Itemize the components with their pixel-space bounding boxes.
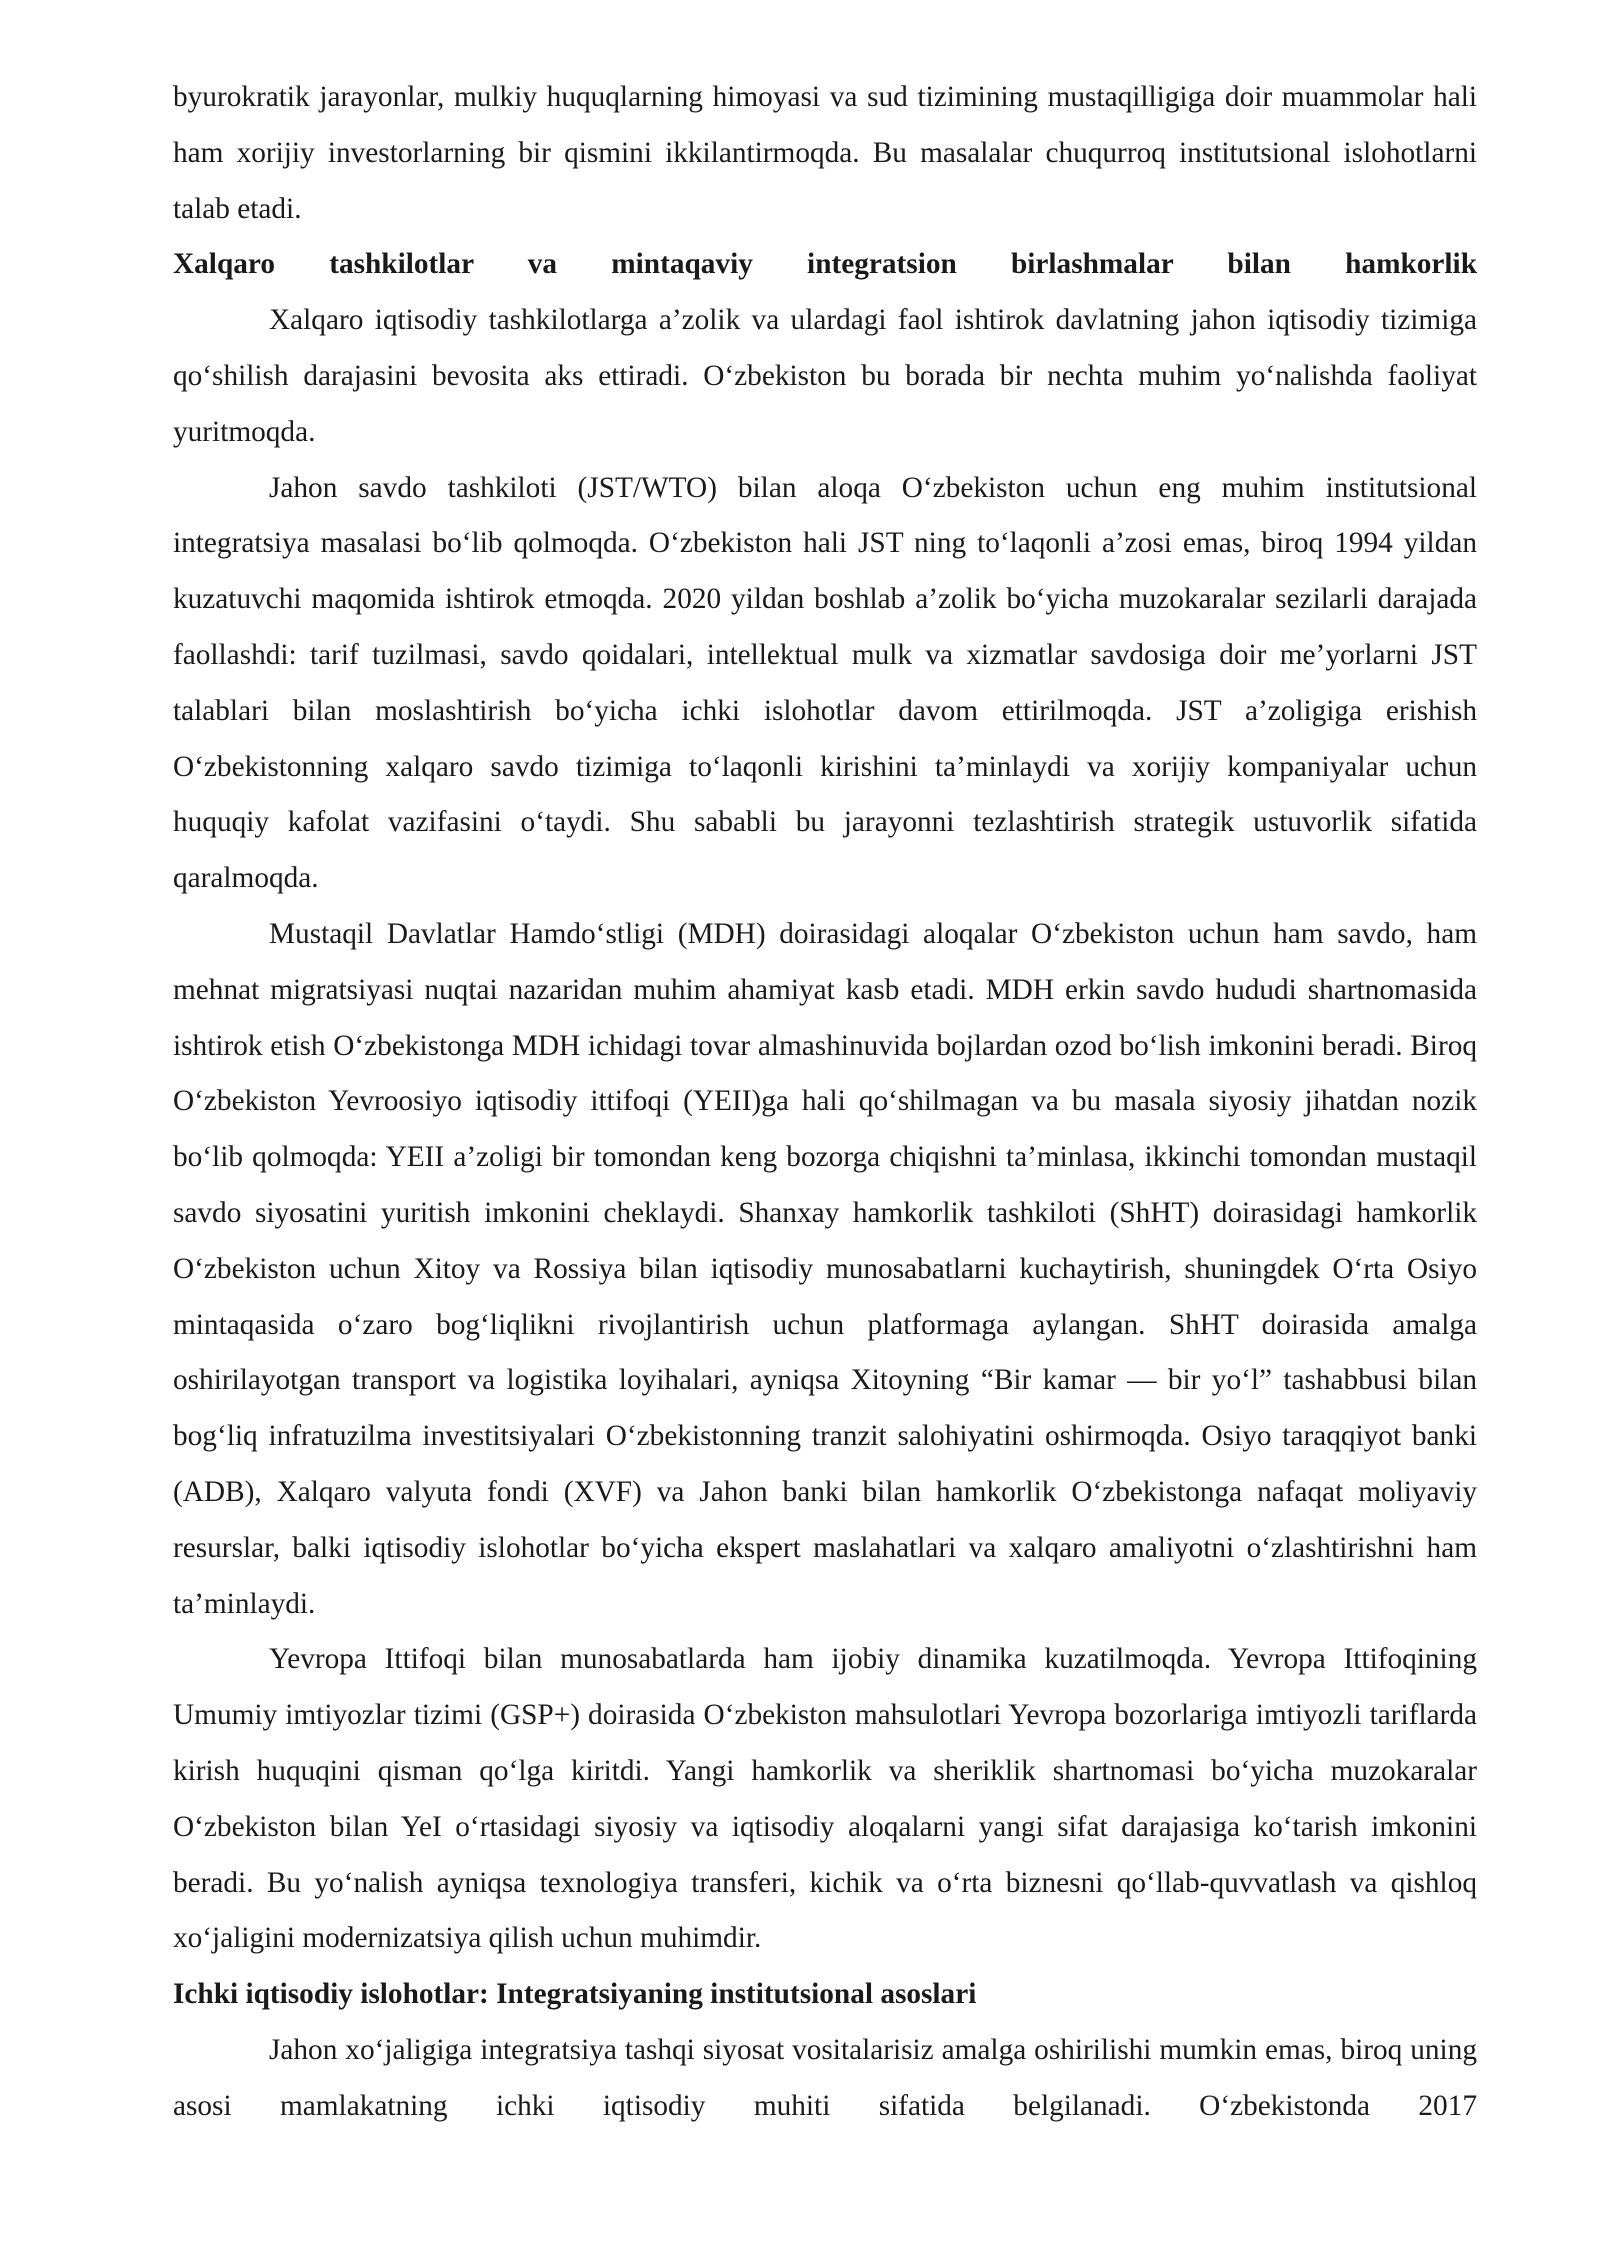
paragraph-domestic-reforms: Jahon xo‘jaligiga integratsiya tashqi siyosat vositalarisiz amalga oshirilishi mumkin emas, biroq uning asosi mamlakatning ichki iqtisodiy muhiti sifatida belgilanadi. O‘zbekistonda 2017 [173, 2033, 1477, 2122]
paragraph-european-union: Yevropa Ittifoqi bilan munosabatlarda ham ijobiy dinamika kuzatilmoqda. Yevropa Ittifoqining Umumiy imtiyozlar tizimi (GSP+) doirasida O‘zbekiston mahsulotlari Yevropa bozorlariga imtiyozli tariflarda kirish huquqini qisman qo‘lga kiritdi. Yangi hamkorlik va sheriklik shartnomasi bo‘yicha muzokaralar O‘zbekiston bilan YeI o‘rtasidagi siyosiy va iqtisodiy aloqalarni yangi sifat darajasiga ko‘tarish imkonini beradi. Bu yo‘nalish ayniqsa texnologiya transferi, kichik va o‘rta biznesni qo‘llab-quvvatlash va qishloq xo‘jaligini modernizatsiya qilish uchun muhimdir. [173, 1643, 1477, 1955]
paragraph-intro-continuation: byurokratik jarayonlar, mulkiy huquqlarning himoyasi va sud tizimining mustaqilligiga doir muammolar hali ham xorijiy investorlarning bir qismini ikkilantirmoqda. Bu masalalar chuqurroq institutsional islohotlarni talab etadi. [173, 81, 1477, 225]
paragraph-international-organizations: Xalqaro iqtisodiy tashkilotlarga a’zolik va ulardagi faol ishtirok davlatning jahon iqtisodiy tizimiga qo‘shilish darajasini bevosita aks ettiradi. O‘zbekiston bu borada bir nechta muhim yo‘nalishda faoliyat yuritmoqda. [173, 304, 1477, 448]
section-heading-domestic-reforms: Ichki iqtisodiy islohotlar: Integratsiyaning institutsional asoslari [173, 1978, 977, 2011]
paragraph-wto: Jahon savdo tashkiloti (JST/WTO) bilan aloqa O‘zbekiston uchun eng muhim institutsional integratsiya masalasi bo‘lib qolmoqda. O‘zbekiston hali JST ning to‘laqonli a’zosi emas, biroq 1994 yildan kuzatuvchi maqomida ishtirok etmoqda. 2020 yildan boshlab a’zolik bo‘yicha muzokaralar sezilarli darajada faollashdi: tarif tuzilmasi, savdo qoidalari, intellektual mulk va xizmatlar savdosiga doir me’yorlarni JST talablari bilan moslashtirish bo‘yicha ichki islohotlar davom ettirilmoqda. JST a’zoligiga erishish O‘zbekistonning xalqaro savdo tizimiga to‘laqonli kirishini ta’minlaydi va xorijiy kompaniyalar uchun huquqiy kafolat vazifasini o‘taydi. Shu sababli bu jarayonni tezlashtirish strategik ustuvorlik sifatida qaralmoqda. [173, 471, 1477, 895]
document-page [173, 70, 1477, 2134]
section-heading-international-cooperation: Xalqaro tashkilotlar va mintaqaviy integratsion birlashmalar bilan hamkorlik [173, 248, 1477, 281]
paragraph-cis-sco: Mustaqil Davlatlar Hamdo‘stligi (MDH) doirasidagi aloqalar O‘zbekiston uchun ham savdo, ham mehnat migratsiyasi nuqtai nazaridan muhim ahamiyat kasb etadi. MDH erkin savdo hududi shartnomasida ishtirok etish O‘zbekistonga MDH ichidagi tovar almashinuvida bojlardan ozod bo‘lish imkonini beradi. Biroq O‘zbekiston Yevroosiyo iqtisodiy ittifoqi (YEII)ga hali qo‘shilmagan va bu masala siyosiy jihatdan nozik bo‘lib qolmoqda: YEII a’zoligi bir tomondan keng bozorga chiqishni ta’minlasa, ikkinchi tomondan mustaqil savdo siyosatini yuritish imkonini cheklaydi. Shanxay hamkorlik tashkiloti (ShHT) doirasidagi hamkorlik O‘zbekiston uchun Xitoy va Rossiya bilan iqtisodiy munosabatlarni kuchaytirish, shuningdek O‘rta Osiyo mintaqasida o‘zaro bog‘liqlikni rivojlantirish uchun platformaga aylangan. ShHT doirasida amalga oshirilayotgan transport va logistika loyihalari, ayniqsa Xitoyning “Bir kamar — bir yo‘l” tashabbusi bilan bog‘liq infratuzilma investitsiyalari O‘zbekistonning tranzit salohiyatini oshirmoqda. Osiyo taraqqiyot banki (ADB), Xalqaro valyuta fondi (XVF) va Jahon banki bilan hamkorlik O‘zbekistonga nafaqat moliyaviy resurslar, balki iqtisodiy islohotlar bo‘yicha ekspert maslahatlari va xalqaro amaliyotni o‘zlashtirishni ham ta’minlaydi. [173, 917, 1477, 1620]
